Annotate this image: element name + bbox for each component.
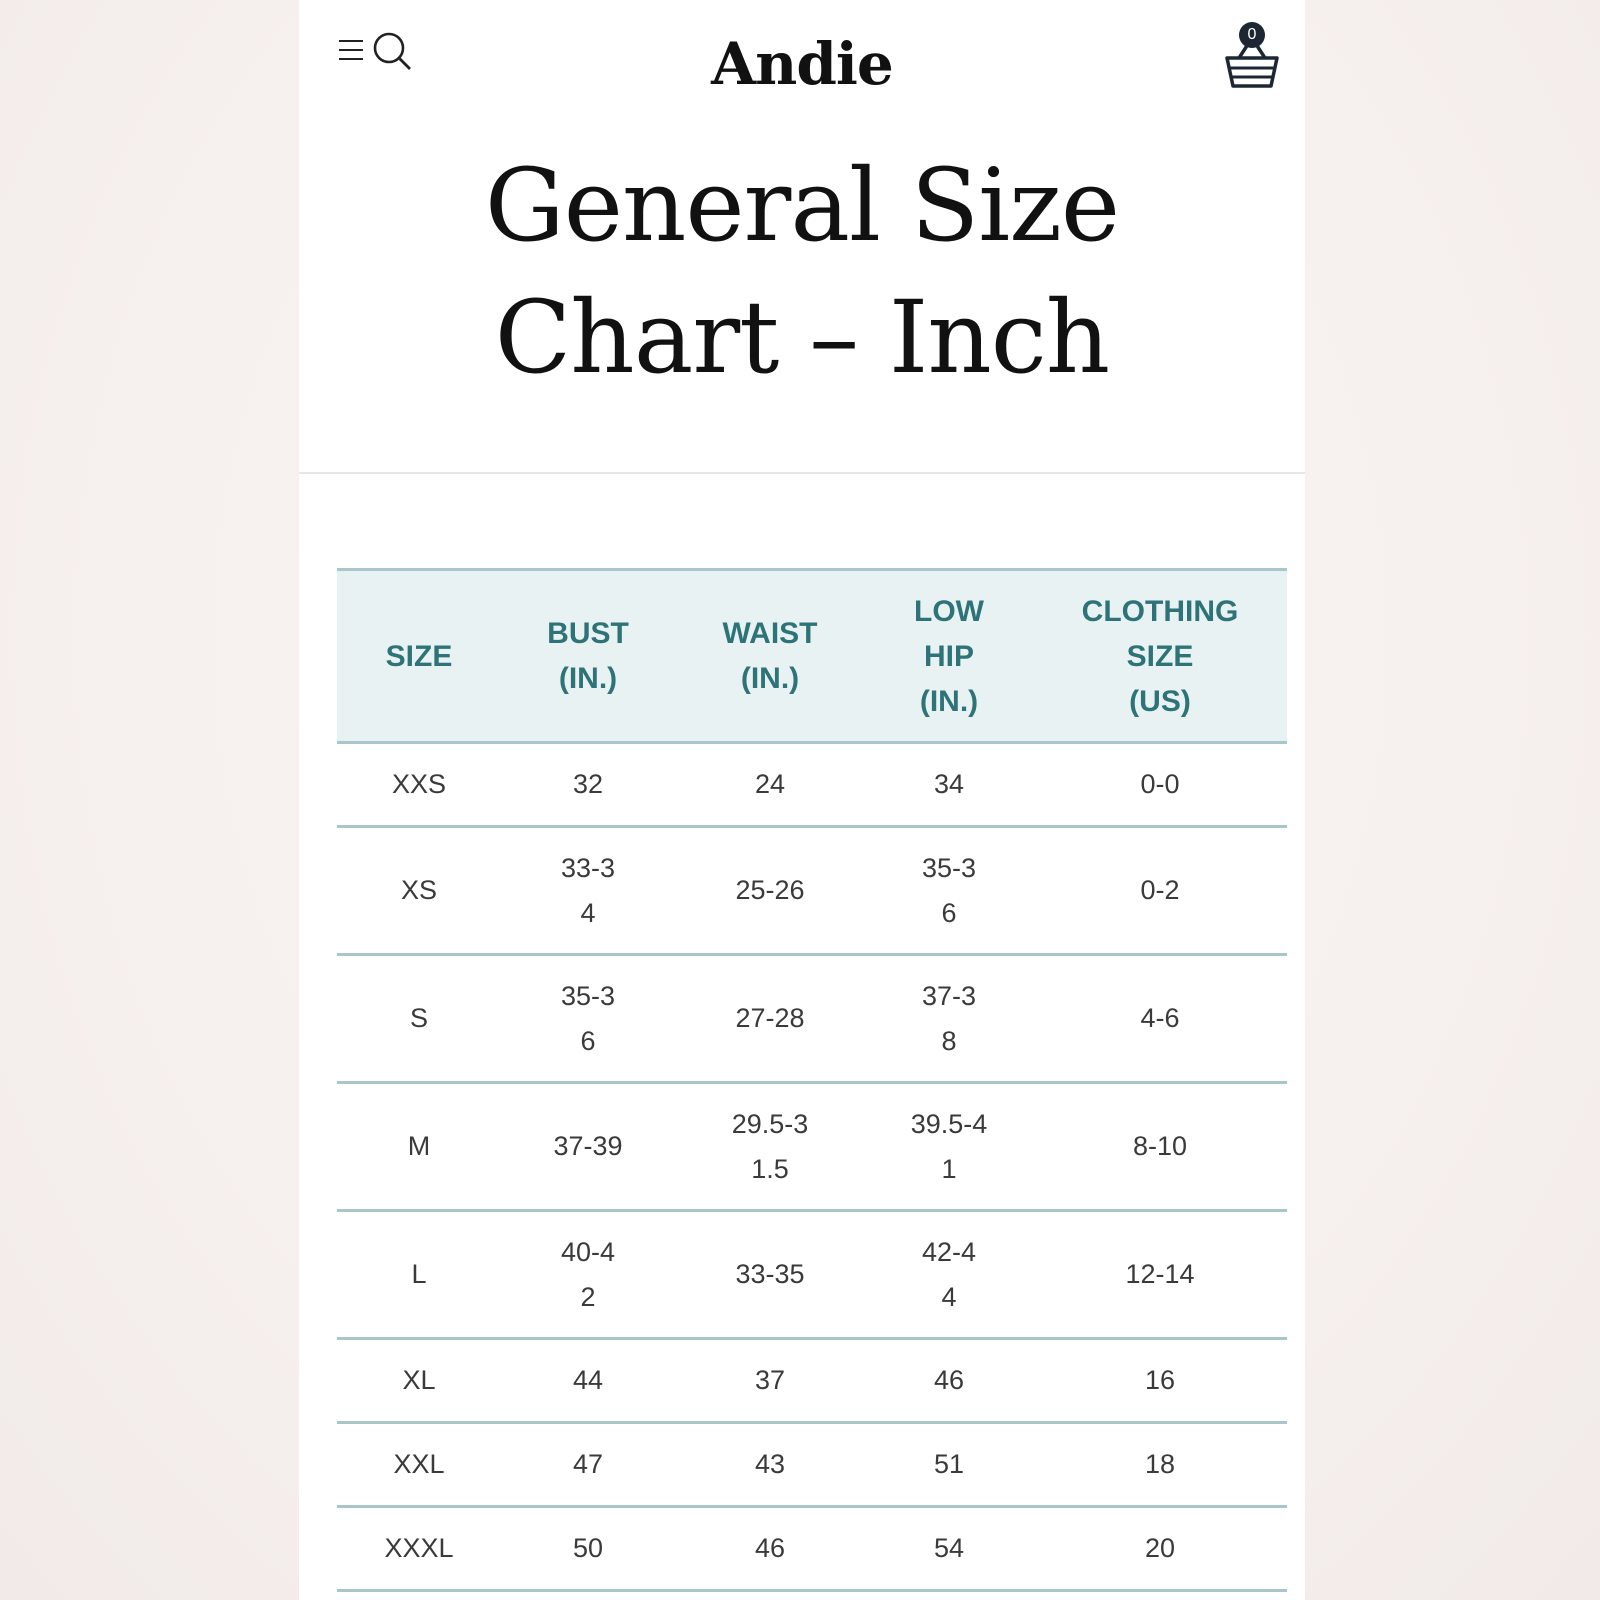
table-header-row <box>337 570 1287 743</box>
cell-size: XS <box>337 827 501 955</box>
cell-low-hip-value: 39.5-41 <box>910 1108 988 1184</box>
cell-waist: 33-35 <box>675 1211 865 1339</box>
table-row <box>337 1423 1287 1507</box>
cell-size: S <box>337 955 501 1083</box>
cell-size: XXS <box>337 743 501 827</box>
cell-size: XXXL <box>337 1507 501 1591</box>
cell-clothing-size: 12-14 <box>1033 1211 1287 1339</box>
cell-low-hip-value: 42-44 <box>921 1236 977 1312</box>
cart-count-badge: 0 <box>1239 22 1265 48</box>
phone-screen <box>299 0 1305 1600</box>
cell-waist-value: 29.5-31.5 <box>731 1108 809 1184</box>
site-header <box>299 0 1305 130</box>
cell-waist: 43 <box>675 1423 865 1507</box>
cell-waist <box>675 1083 865 1211</box>
cell-waist: 27-28 <box>675 955 865 1083</box>
cell-bust: 50 <box>501 1507 675 1591</box>
cell-bust <box>501 827 675 955</box>
header-bust: BUST (IN.) <box>501 570 675 743</box>
cell-clothing-size: 0-0 <box>1033 743 1287 827</box>
cell-clothing-size: 8-10 <box>1033 1083 1287 1211</box>
brand-logo[interactable]: Andie <box>711 30 893 98</box>
cell-clothing-size: 16 <box>1033 1339 1287 1423</box>
cell-low-hip <box>865 1083 1033 1211</box>
section-divider <box>299 472 1305 474</box>
table-row <box>337 955 1287 1083</box>
cell-low-hip: 34 <box>865 743 1033 827</box>
size-chart-table <box>337 568 1287 1592</box>
page-title: General Size Chart – Inch <box>484 147 1120 396</box>
cell-waist: 37 <box>675 1339 865 1423</box>
table-row <box>337 1339 1287 1423</box>
cell-size: XXL <box>337 1423 501 1507</box>
table-row <box>337 1507 1287 1591</box>
cell-size: M <box>337 1083 501 1211</box>
cell-bust: 37-39 <box>501 1083 675 1211</box>
cell-size: L <box>337 1211 501 1339</box>
table-row <box>337 743 1287 827</box>
cell-clothing-size: 20 <box>1033 1507 1287 1591</box>
cell-clothing-size: 4-6 <box>1033 955 1287 1083</box>
cell-clothing-size: 0-2 <box>1033 827 1287 955</box>
cell-waist: 25-26 <box>675 827 865 955</box>
table-row <box>337 827 1287 955</box>
table-row <box>337 1211 1287 1339</box>
cell-low-hip-value: 37-38 <box>921 980 977 1056</box>
cell-bust <box>501 955 675 1083</box>
cell-bust-value: 40-42 <box>560 1236 616 1312</box>
header-size: SIZE <box>337 570 501 743</box>
cell-low-hip: 51 <box>865 1423 1033 1507</box>
cell-bust-value: 35-36 <box>560 980 616 1056</box>
cell-low-hip: 54 <box>865 1507 1033 1591</box>
cell-waist: 24 <box>675 743 865 827</box>
cell-low-hip <box>865 955 1033 1083</box>
cell-clothing-size: 18 <box>1033 1423 1287 1507</box>
cell-low-hip-value: 35-36 <box>921 852 977 928</box>
table-row <box>337 1083 1287 1211</box>
header-clothing-size: CLOTHING SIZE (US) <box>1033 570 1287 743</box>
cell-size: XL <box>337 1339 501 1423</box>
header-waist: WAIST (IN.) <box>675 570 865 743</box>
header-low-hip: LOW HIP (IN.) <box>865 570 1033 743</box>
cell-bust-value: 33-34 <box>560 852 616 928</box>
cell-low-hip <box>865 1211 1033 1339</box>
cell-waist: 46 <box>675 1507 865 1591</box>
cell-bust: 47 <box>501 1423 675 1507</box>
cell-bust <box>501 1211 675 1339</box>
cell-low-hip: 46 <box>865 1339 1033 1423</box>
cell-low-hip <box>865 827 1033 955</box>
cell-bust: 32 <box>501 743 675 827</box>
cell-bust: 44 <box>501 1339 675 1423</box>
